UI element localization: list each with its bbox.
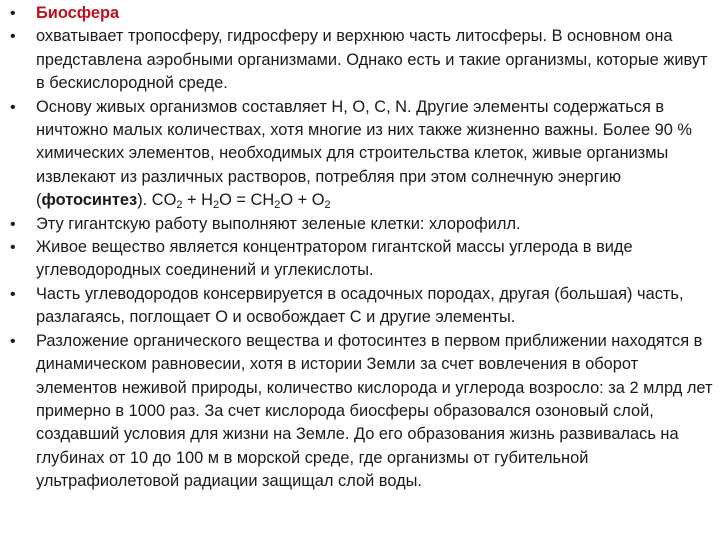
bullet-text: Разложение органического вещества и фотосинтез в первом приближении находятся в динамическом равновесии, хотя в истории Земли за счет вовлечения в оборот элементов неживой природы, количество кислорода и углерода возросло: за 2 млрд лет примерно в 1000 раз. За счет кислорода биосферы образовался озоновый слой, создавший условия для жизни на Земле. До его образования жизнь развивалась на глубинах от 10 до 100 м в морской среде, где организмы от губительной ультрафиолетовой радиации защищал слой воды. <box>36 331 713 491</box>
bullet-text: Эту гигантскую работу выполняют зеленые клетки: хлорофилл. <box>36 214 521 233</box>
bullet-marker: • <box>10 5 16 22</box>
bullet-marker: • <box>10 98 16 116</box>
bullet-marker: • <box>10 28 16 46</box>
bold-term: фотосинтез <box>41 191 138 210</box>
bullet-item <box>6 283 714 330</box>
bullet-marker: • <box>10 332 16 350</box>
bullet-text: Основу живых организмов составляет H, O, C, N. Другие элементы содержаться в ничтожно малых количествах, хотя многие из них также жизненно важны. Более 90 % химических элементов, необходимых для строительства клеток, живые организмы извлекают из различных растворов, потребляя при этом солнечную энергию ( <box>36 97 693 210</box>
bullet-marker: • <box>10 285 16 303</box>
bullet-text-rich <box>36 96 714 213</box>
bullet-text: Живое вещество является концентратором гигантской массы углерода в виде углеводородных соединений и углекислоты. <box>36 238 633 280</box>
formula-part: + H <box>182 191 213 210</box>
formula-part: ). CO <box>137 191 177 210</box>
bullet-item <box>6 25 714 95</box>
bullet-item <box>6 330 714 494</box>
formula-part: O + O <box>280 191 325 210</box>
formula-part: O = CH <box>219 191 275 210</box>
subscript: 2 <box>324 199 331 212</box>
subscript: 2 <box>176 199 183 212</box>
bullet-text: охватывает тропосферу, гидросферу и верхнюю часть литосферы. В основном она представлена аэробными организмами. Однако есть и такие организмы, которые живут в бескислородной среде. <box>36 27 708 93</box>
slide-title: Биосфера <box>36 4 120 22</box>
bullet-item <box>6 96 714 213</box>
bullet-text: Часть углеводородов консервируется в осадочных породах, другая (большая) часть, разлагаясь, поглощает O и освобождает C и другие элементы. <box>36 284 684 327</box>
subscript: 2 <box>274 199 281 212</box>
bullet-item <box>6 213 714 236</box>
bullet-title <box>6 2 714 25</box>
bullet-item <box>6 236 714 283</box>
bullet-list <box>6 2 714 494</box>
subscript: 2 <box>213 199 220 212</box>
bullet-marker: • <box>10 215 16 233</box>
bullet-marker: • <box>10 239 16 257</box>
